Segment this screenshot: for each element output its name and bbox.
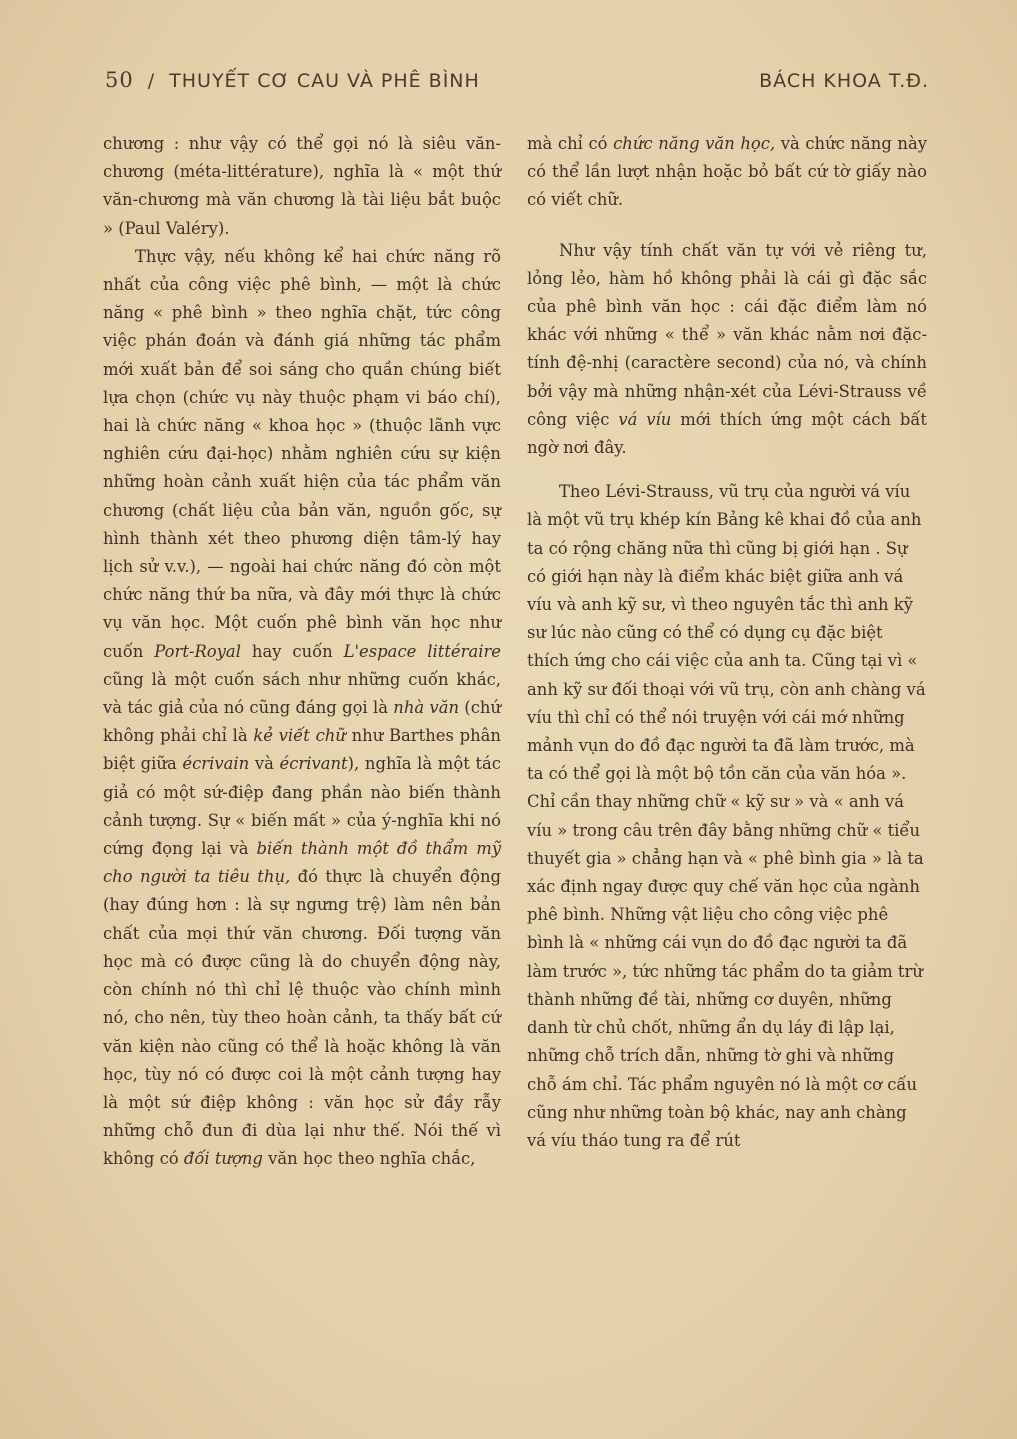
italic-term: écrivain [182, 754, 250, 774]
left-paragraph-2 [103, 243, 501, 1174]
italic-term: chức năng văn học, [613, 134, 776, 153]
italic-title: Port-Royal [154, 641, 241, 661]
text-run: văn học theo nghĩa chắc, [262, 1149, 476, 1169]
right-paragraph-1 [527, 130, 927, 215]
italic-term: kẻ viết chữ [253, 726, 346, 746]
left-paragraph-1: chương : như vậy có thể gọi nó là siêu văn-chương (méta-littérature), nghĩa là « một thứ văn-chương mà văn chương là tài liệu bắt buộc » (Paul Valéry). [103, 134, 501, 238]
italic-term: nhà văn [393, 698, 460, 718]
publication-name: BÁCH KHOA T.Đ. [759, 70, 929, 92]
text-run: và [249, 754, 280, 774]
left-column [103, 130, 501, 1174]
italic-term: đối tượng [183, 1149, 263, 1169]
running-header [105, 68, 929, 92]
italic-term: biến thành một đồ thẩm mỹ cho người ta tiêu thụ, [103, 839, 501, 887]
text-run: (chứ không phải chỉ là [103, 698, 501, 746]
page-number: 50 [105, 68, 134, 92]
right-column [527, 130, 927, 1155]
chapter-title: THUYẾT CƠ CAU VÀ PHÊ BÌNH [169, 70, 480, 92]
header-left [105, 68, 480, 92]
italic-term: vá víu [618, 409, 672, 429]
italic-term: écrivant [279, 754, 348, 774]
text-run: mà chỉ có [527, 134, 614, 153]
text-run: hay cuốn [240, 641, 344, 661]
text-run: như Barthes phân biệt giữa [103, 726, 501, 774]
header-separator: / [147, 70, 156, 92]
text-run: ), nghĩa là một tác giả có một sứ-điệp đang phần nào biến thành cảnh tượng. Sự « biến mất » của ý-nghĩa khi nó cứng đọng lại và [103, 754, 501, 859]
text-run: mới thích ứng một cách bất ngờ nơi đây. [527, 409, 927, 458]
right-paragraph-3: Theo Lévi-Strauss, vũ trụ của người vá víu là một vũ trụ khép kín Bảng kê khai đồ của anh ta có rộng chăng nữa thì cũng bị giới hạn . Sự có giới hạn này là điểm khác biệt giữa anh vá víu và anh kỹ sư, vì theo nguyên tắc thì anh kỹ sư lúc nào cũng có thể có dụng cụ đặc biệt thích ứng cho cái việc của anh ta. Cũng tại vì « anh kỹ sư đối thoại với vũ trụ, còn anh chàng vá víu thì chỉ có thể nói truyện với cái mớ những mảnh vụn do đồ đạc người ta đã làm trước, mà ta có thể gọi là một bộ tồn căn của văn hóa ». Chỉ cần thay những chữ « kỹ sư » và « anh vá víu » trong câu trên đây bằng những chữ « tiểu thuyết gia » chẳng hạn và « phê bình gia » là ta xác định ngay được quy chế văn học của ngành phê bình. Những vật liệu cho công việc phê bình là « những cái vụn do đồ đạc người ta đã làm trước », tức những tác phẩm do ta giảm trừ thành những đề tài, những cơ duyên, những danh từ chủ chốt, những ẩn dụ láy đi lập lại, những chỗ trích dẫn, những tờ ghi và những chỗ ám chỉ. Tác phẩm nguyên nó là một cơ cấu cũng như những toàn bộ khác, nay anh chàng vá víu tháo tung ra để rút [527, 482, 926, 1150]
right-paragraph-2 [527, 237, 927, 463]
text-run: Thực vậy, nếu không kể hai chức năng rõ nhất của công việc phê bình, — một là chức năng « phê bình » theo nghĩa chặt, tức công việc phán đoán và đánh giá những tác phẩm mới xuất bản để soi sáng cho quần chúng biết lựa chọn (chức vụ này thuộc phạm vi báo chí), hai là chức năng « khoa học » (thuộc lãnh vực nghiên cứu đại-học) nhằm nghiên cứu sự kiện những hoàn cảnh xuất hiện của tác phẩm văn chương (chất liệu của bản văn, nguồn gốc, sự hình thành xét theo phương diện tâm-lý hay lịch sử v.v.), — ngoài hai chức năng đó còn một chức năng thứ ba nữa, và đây mới thực là chức vụ văn học. Một cuốn phê bình văn học như cuốn [103, 246, 501, 661]
text-run: cũng là một cuốn sách như những cuốn khác, và tác giả của nó cũng đáng gọi là [103, 669, 501, 718]
text-run: đó thực là chuyển động (hay đúng hơn : là sự ngưng trệ) làm nên bản chất của mọi thứ văn chương. Đối tượng văn học mà có được cũng là do chuyển động này, còn chính nó thì chỉ lệ thuộc vào chính mình nó, cho nên, tùy theo hoàn cảnh, ta thấy bất cứ văn kiện nào cũng có thể là hoặc không là văn học, tùy nó có được coi là một cảnh tượng hay là một sứ điệp không : văn học sử đầy rẫy những chỗ đun đi dùa lại như thế. Nói thế vì không có [103, 867, 502, 1169]
text-run: và chức năng này có thể lần lượt nhận hoặc bỏ bất cứ tờ giấy nào có viết chữ. [527, 134, 927, 210]
italic-title: L'espace littéraire [343, 641, 501, 661]
text-run: Như vậy tính chất văn tự với vẻ riêng tư, lỏng lẻo, hàm hồ không phải là cái gì đặc sắc của phê bình văn học : cái đặc điểm làm nó khác với những « thể » văn khác nằm nơi đặc-tính đệ-nhị (caractère second) của nó, và chính bởi vậy mà những nhận-xét của Lévi-Strauss về công việc [527, 240, 927, 429]
